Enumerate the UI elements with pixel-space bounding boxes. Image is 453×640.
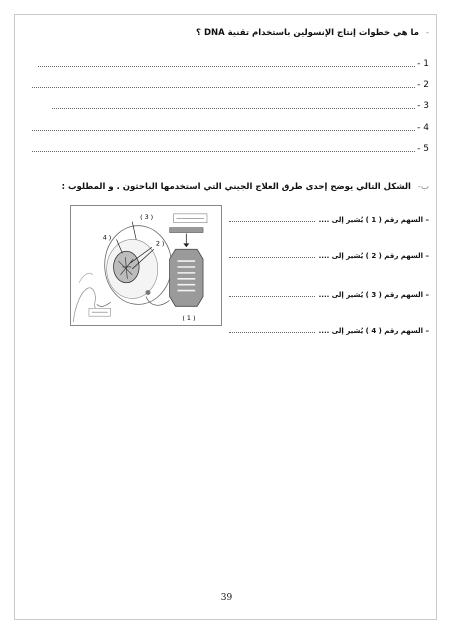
arrow-1-answer[interactable] bbox=[229, 212, 429, 224]
answer-line-number: 5 - bbox=[417, 144, 429, 154]
question-b-marker: ب- bbox=[417, 182, 429, 192]
answer-line-number: 3 - bbox=[417, 101, 429, 111]
label-arrow-2: 2 ) bbox=[155, 239, 165, 248]
question-b-text: الشكل التالي يوضح إحدى طرق العلاج الجيني التي استخدمها الباحثون . و المطلوب : bbox=[61, 182, 411, 192]
answer-line-4[interactable] bbox=[32, 121, 429, 133]
answer-dots bbox=[52, 107, 415, 109]
label-arrow-1: ( 1 ) bbox=[182, 314, 196, 323]
viral-vector bbox=[170, 249, 203, 306]
answer-dots bbox=[32, 129, 415, 131]
arrow-item-label: – السهم رقم ( 2 ) يُشير إلى .... bbox=[318, 252, 429, 260]
arrow-item-label: – السهم رقم ( 3 ) يُشير إلى .... bbox=[318, 291, 429, 299]
arrow-4-answer[interactable] bbox=[229, 323, 429, 335]
answer-dots bbox=[229, 295, 315, 297]
label-arrow-3: ( 3 ) bbox=[140, 212, 154, 221]
answer-line-number: 4 - bbox=[417, 123, 429, 133]
cell-to-body-arrow bbox=[97, 302, 111, 306]
page-number: 39 bbox=[220, 593, 233, 603]
arrow-2-answer[interactable] bbox=[229, 248, 429, 260]
question-a-text: ما هي خطوات إنتاج الإنسولين باستخدام تقنية DNA ؟ bbox=[196, 28, 419, 38]
answer-line-number: 1 - bbox=[417, 59, 429, 69]
answer-line-number: 2 - bbox=[417, 80, 429, 90]
body-outline bbox=[73, 288, 108, 322]
gene-bar bbox=[170, 228, 203, 233]
answer-dots bbox=[38, 65, 415, 67]
vector-to-cell-arrow bbox=[146, 296, 170, 305]
answer-dots bbox=[32, 86, 415, 88]
vesicle bbox=[146, 290, 151, 295]
arrow-item-label: – السهم رقم ( 4 ) يُشير إلى .... bbox=[318, 327, 429, 335]
answer-line-3[interactable] bbox=[52, 99, 429, 111]
answer-line-1[interactable] bbox=[38, 57, 429, 69]
answer-dots bbox=[229, 331, 315, 333]
label-arrow-4: 4 ) bbox=[102, 233, 112, 242]
question-a bbox=[24, 28, 429, 38]
question-a-marker: - bbox=[425, 28, 429, 38]
arrow-3-answer[interactable] bbox=[229, 287, 429, 299]
answer-dots bbox=[229, 220, 315, 222]
hand-outline bbox=[79, 273, 93, 282]
gene-therapy-diagram bbox=[71, 206, 221, 325]
down-arrowhead bbox=[183, 243, 189, 247]
answer-line-5[interactable] bbox=[32, 142, 429, 154]
question-b bbox=[24, 182, 429, 192]
answer-line-2[interactable] bbox=[32, 78, 429, 90]
answer-dots bbox=[229, 256, 315, 258]
arrow-item-label: – السهم رقم ( 1 ) يُشير إلى .... bbox=[318, 216, 429, 224]
answer-dots bbox=[32, 150, 415, 152]
gene-therapy-figure bbox=[70, 205, 222, 326]
arrow-3 bbox=[132, 222, 136, 240]
